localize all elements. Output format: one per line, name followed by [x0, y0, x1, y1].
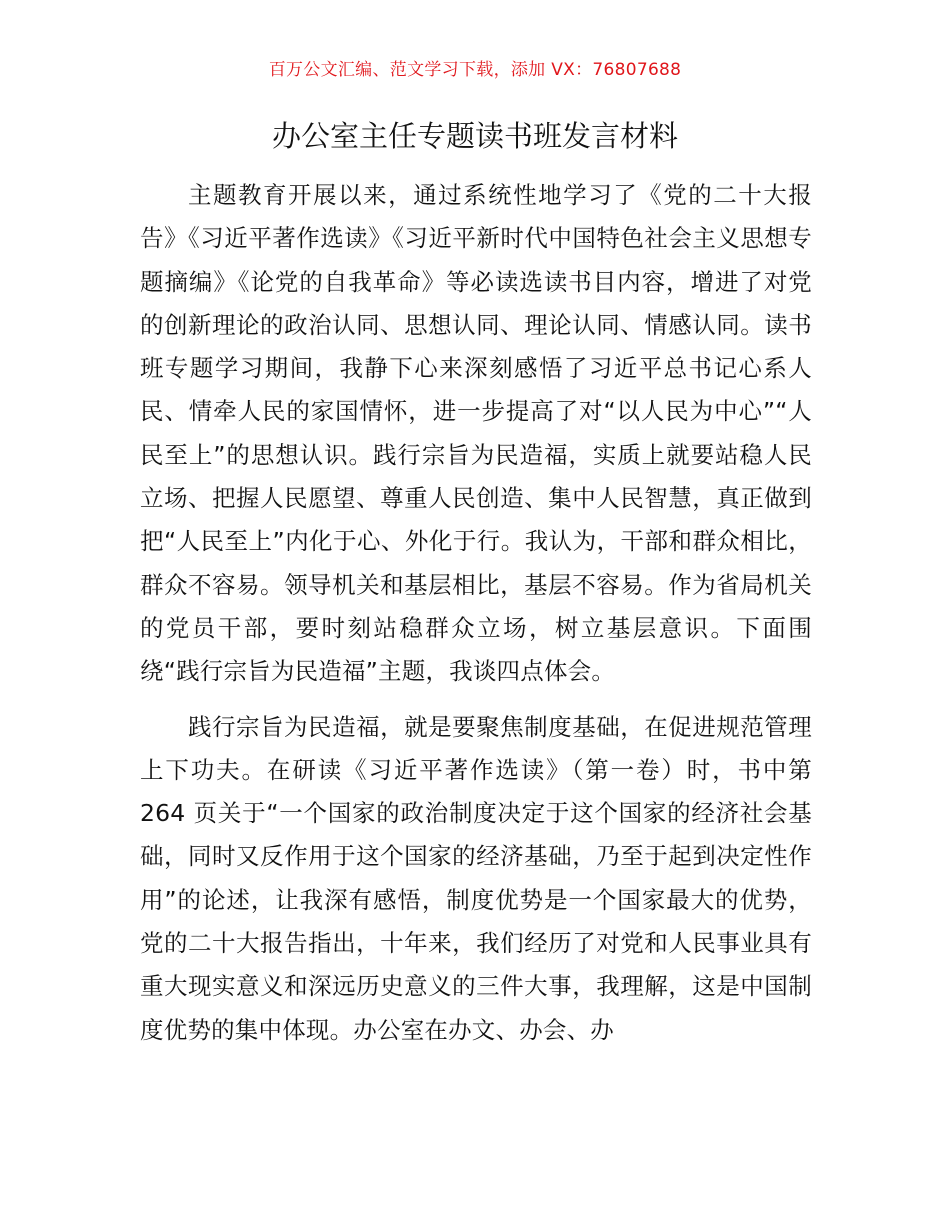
header-promo-note: 百万公文汇编、范文学习下载，添加 VX：76807688 [268, 60, 682, 80]
document-body [140, 174, 812, 1052]
document-title: 办公室主任专题读书班发言材料 [271, 119, 678, 153]
body-paragraph-1: 主题教育开展以来，通过系统性地学习了《党的二十大报告》《习近平著作选读》《习近平新时代中国特色社会主义思想专题摘编》《论党的自我革命》等必读选读书目内容，增进了对党的创新理论的政治认同、思想认同、理论认同、情感认同。读书班专题学习期间，我静下心来深刻感悟了习近平总书记心系人民、情牵人民的家国情怀，进一步提高了对“以人民为中心”“人民至上”的思想认识。践行宗旨为民造福，实质上就要站稳人民立场、把握人民愿望、尊重人民创造、集中人民智慧，真正做到把“人民至上”内化于心、外化于行。我认为，干部和群众相比，群众不容易。领导机关和基层相比，基层不容易。作为省局机关的党员干部，要时刻站稳群众立场，树立基层意识。下面围绕“践行宗旨为民造福”主题，我谈四点体会。 [140, 181, 812, 686]
body-paragraph-2: 践行宗旨为民造福，就是要聚焦制度基础，在促进规范管理上下功夫。在研读《习近平著作选读》（第一卷）时，书中第 264 页关于“一个国家的政治制度决定于这个国家的经济社会基础，同时又反作用于这个国家的经济基础，乃至于起到决定性作用”的论述，让我深有感悟，制度优势是一个国家最大的优势，党的二十大报告指出，十年来，我们经历了对党和人民事业具有重大现实意义和深远历史意义的三件大事，我理解，这是中国制度优势的集中体现。办公室在办文、办会、办 [140, 712, 812, 1044]
